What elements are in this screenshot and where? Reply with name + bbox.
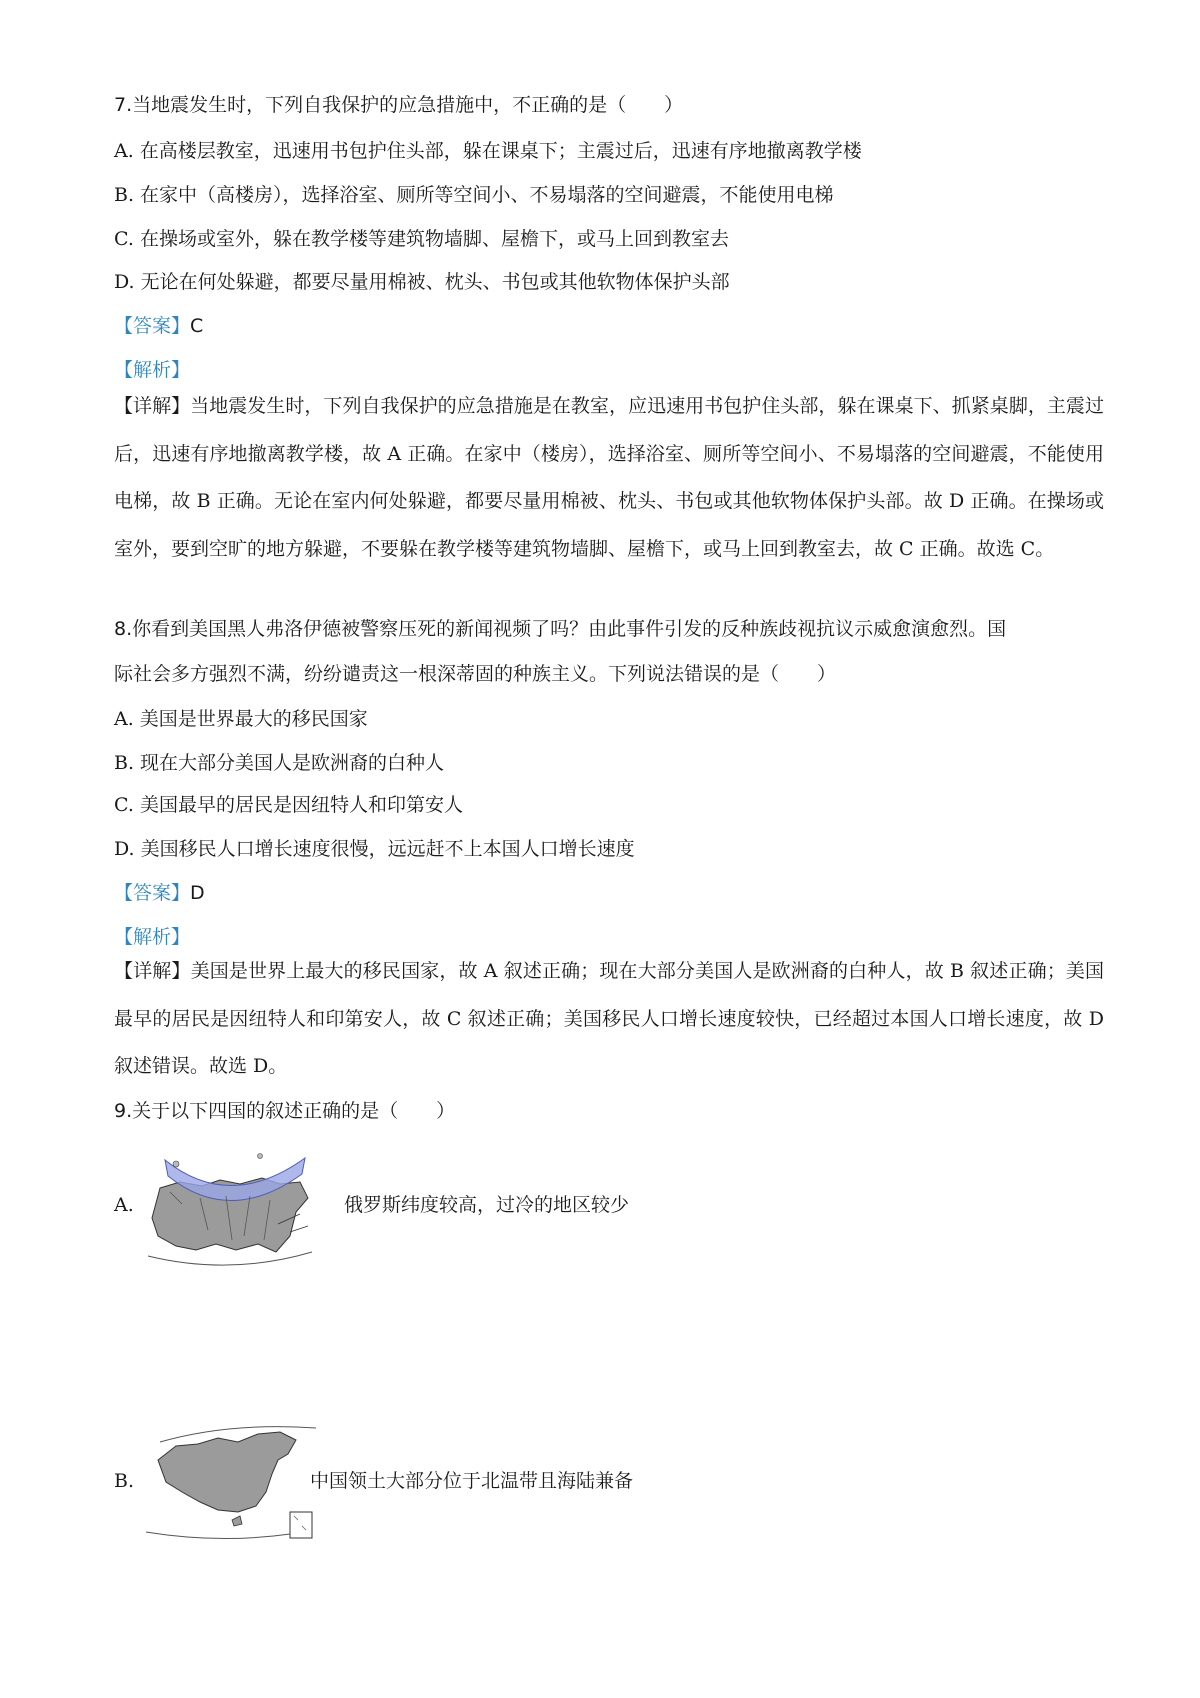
q8-answer-value: D bbox=[190, 882, 205, 904]
q7-option-a: A. 在高楼层教室，迅速用书包护住头部，躲在课桌下；主震过后，迅速有序地撤离教学楼 bbox=[114, 140, 862, 162]
q8-answer bbox=[114, 880, 205, 906]
q8-option-a: A. 美国是世界最大的移民国家 bbox=[114, 708, 368, 730]
q7-option-d: D. 无论在何处躲避，都要尽量用棉被、枕头、书包或其他软物体保护头部 bbox=[114, 271, 730, 293]
q7-detail bbox=[114, 383, 1104, 573]
q9-option-a-letter: A. bbox=[114, 1194, 134, 1216]
q8-stem-line1: 8.你看到美国黑人弗洛伊德被警察压死的新闻视频了吗？由此事件引发的反种族歧视抗议示威愈演愈烈。国 bbox=[114, 618, 1007, 640]
q7-answer-tag: 【答案】 bbox=[114, 315, 191, 337]
q8-detail bbox=[114, 948, 1104, 1091]
q8-detail-text: 美国是世界上最大的移民国家，故 A 叙述正确；现在大部分美国人是欧洲裔的白种人，故 B 叙述正确；美国最早的居民是因纽特人和印第安人，故 C 叙述正确；美国移民人口增长速度较快，已经超过本国人口增长速度，故 D 叙述错误。故选 D。 bbox=[114, 960, 1104, 1078]
q9-option-b-letter: B. bbox=[114, 1470, 135, 1492]
q8-option-b: B. 现在大部分美国人是欧洲裔的白种人 bbox=[114, 752, 445, 774]
q8-analysis-tag: 【解析】 bbox=[114, 926, 191, 948]
q7-option-c: C. 在操场或室外，躲在教学楼等建筑物墙脚、屋檐下，或马上回到教室去 bbox=[114, 228, 729, 250]
russia-map-image bbox=[140, 1140, 320, 1275]
china-map-image bbox=[140, 1408, 320, 1543]
q8-stem-line2: 际社会多方强烈不满，纷纷谴责这一根深蒂固的种族主义。下列说法错误的是（ ） bbox=[114, 663, 837, 685]
q8-answer-tag: 【答案】 bbox=[114, 882, 191, 904]
q9-stem: 9.关于以下四国的叙述正确的是（ ） bbox=[114, 1100, 456, 1122]
q8-option-c: C. 美国最早的居民是因纽特人和印第安人 bbox=[114, 794, 463, 816]
q7-stem: 7.当地震发生时，下列自我保护的应急措施中，不正确的是（ ） bbox=[114, 94, 684, 116]
q8-option-d: D. 美国移民人口增长速度很慢，远远赶不上本国人口增长速度 bbox=[114, 838, 635, 860]
q7-detail-tag: 【详解】 bbox=[114, 395, 191, 417]
q7-answer-value: C bbox=[190, 315, 204, 337]
q7-detail-text: 当地震发生时，下列自我保护的应急措施是在教室，应迅速用书包护住头部，躲在课桌下、抓紧桌脚，主震过后，迅速有序地撤离教学楼，故 A 正确。在家中（楼房），选择浴室、厕所等空间小、不易塌落的空间避震，不能使用电梯，故 B 正确。无论在室内何处躲避，都要尽量用棉被、枕头、书包或其他软物体保护头部。故 D 正确。在操场或室外，要到空旷的地方躲避，不要躲在教学楼等建筑物墙脚、屋檐下，或马上回到教室去，故 C 正确。故选 C。 bbox=[114, 395, 1104, 560]
q9-option-b-text: 中国领土大部分位于北温带且海陆兼备 bbox=[310, 1470, 634, 1492]
q7-analysis-tag: 【解析】 bbox=[114, 359, 191, 381]
q9-option-a-text: 俄罗斯纬度较高，过冷的地区较少 bbox=[344, 1194, 630, 1216]
q7-answer bbox=[114, 313, 203, 339]
q8-detail-tag: 【详解】 bbox=[114, 960, 191, 982]
q7-option-b: B. 在家中（高楼房），选择浴室、厕所等空间小、不易塌落的空间避震，不能使用电梯 bbox=[114, 184, 834, 206]
